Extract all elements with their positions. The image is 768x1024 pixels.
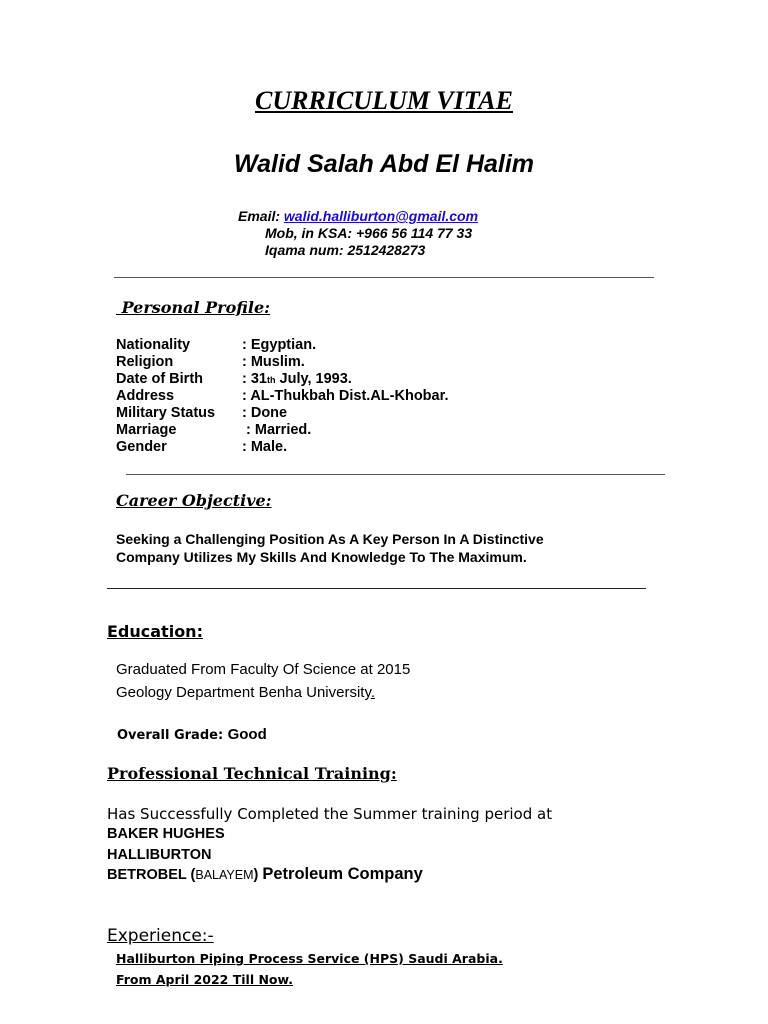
- divider: [107, 588, 646, 589]
- email-link[interactable]: walid.halliburton@gmail.com: [283, 208, 479, 224]
- experience-line-1: Halliburton Piping Process Service (HPS) Saudi Arabia.: [116, 951, 503, 966]
- profile-label: Nationality: [116, 337, 191, 353]
- company-betrobel: BETROBEL (BALAYEM) Petroleum Company: [107, 865, 423, 883]
- training-intro: Has Successfully Completed the Summer training period at: [107, 805, 553, 823]
- experience-heading: Experience:-: [107, 926, 214, 946]
- grade-label: Overall Grade:: [117, 728, 224, 743]
- career-objective-heading: Career Objective:: [116, 491, 272, 510]
- company-baker-hughes: BAKER HUGHES: [107, 826, 225, 842]
- personal-profile-heading: Personal Profile:: [121, 298, 271, 317]
- profile-label: Marriage: [116, 422, 177, 438]
- profile-value: : Done: [242, 405, 288, 421]
- profile-value: : Egyptian.: [242, 337, 317, 353]
- profile-row-address: [116, 388, 448, 405]
- profile-value: : AL-Thukbah Dist.AL-Khobar.: [242, 388, 449, 404]
- training-heading: Professional Technical Training:: [107, 764, 397, 783]
- objective-line-1: Seeking a Challenging Position As A Key Person In A Distinctive: [116, 531, 544, 547]
- candidate-name: Walid Salah Abd El Halim: [233, 150, 535, 178]
- experience-line-2: From April 2022 Till Now.: [116, 972, 293, 987]
- profile-label: Military Status: [116, 405, 216, 421]
- profile-value: : 31th July, 1993.: [242, 371, 352, 387]
- profile-label: Address: [116, 388, 175, 404]
- email-line: [238, 208, 478, 224]
- profile-label: Religion: [116, 354, 174, 370]
- profile-row-military-status: [116, 405, 448, 422]
- company-halliburton: HALLIBURTON: [107, 847, 212, 863]
- grade-value: Good: [227, 726, 267, 743]
- mobile-line: Mob, in KSA: +966 56 114 77 33: [265, 225, 473, 241]
- divider: [126, 474, 665, 475]
- profile-label: Gender: [116, 439, 167, 455]
- profile-row-religion: [116, 354, 448, 371]
- profile-list: [116, 337, 448, 456]
- profile-row-nationality: [116, 337, 448, 354]
- education-line-2: Geology Department Benha University.: [116, 684, 376, 701]
- profile-row-date-of-birth: [116, 371, 448, 388]
- profile-row-gender: [116, 439, 448, 456]
- overall-grade: [117, 726, 267, 744]
- education-line-1: Graduated From Faculty Of Science at 2015: [116, 661, 411, 678]
- divider: [114, 277, 654, 278]
- objective-line-2: Company Utilizes My Skills And Knowledge To The Maximum.: [116, 549, 527, 565]
- profile-value: : Male.: [242, 439, 288, 455]
- iqama-line: Iqama num: 2512428273: [265, 242, 426, 258]
- email-label: Email:: [238, 208, 281, 224]
- profile-value: : Married.: [242, 422, 312, 438]
- profile-label: Date of Birth: [116, 371, 203, 387]
- profile-row-marriage: [116, 422, 448, 439]
- document-title: CURRICULUM VITAE: [255, 86, 513, 115]
- profile-value: : Muslim.: [242, 354, 305, 370]
- education-heading: Education:: [107, 622, 203, 641]
